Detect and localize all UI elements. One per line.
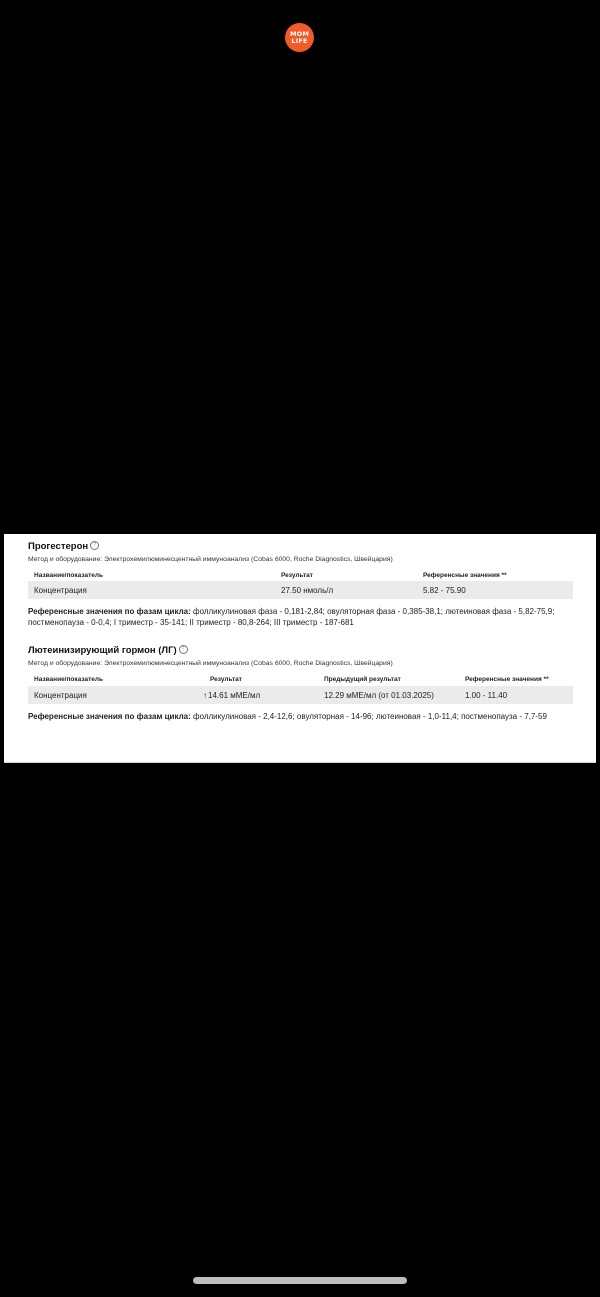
progesterone-phases-text: фолликулиновая фаза - 0,181-2,84; овуляторная фаза - 0,385-38,1; лютеиновая фаза - 5,82-75,9; постменопауза - 0-0,4; I триместр - 35-141; II триместр - 80,8-264; III триместр - 187-681 [28, 607, 555, 627]
lh-row-result [203, 691, 260, 700]
arrow-up-icon: ↑ [203, 691, 207, 700]
lh-phases-text: фолликулиновая - 2,4-12,6; овуляторная - 14-96; лютеиновая - 1,0-11,4; постменопауза - 7,7-59 [190, 712, 547, 721]
help-icon[interactable]: ? [179, 645, 188, 654]
lh-header-result: Результат [210, 676, 242, 683]
progesterone-phases-label: Референсные значения по фазам цикла: [28, 607, 191, 616]
logo-line1: MOM [289, 29, 310, 38]
lh-row-previous: 12.29 мМЕ/мл (от 01.03.2025) [324, 691, 434, 700]
home-indicator[interactable] [193, 1277, 407, 1284]
lh-method: Метод и оборудование: Электрохемилюминесцентный иммуноанализ (Cobas 6000, Roche Diagnostics, Швейцария) [28, 660, 393, 667]
lh-header-previous: Предыдущий результат [324, 676, 401, 683]
lab-results-document [4, 534, 596, 763]
table-row [28, 686, 573, 704]
lh-title-text: Лютеинизирующий гормон (ЛГ) [28, 645, 177, 656]
lh-phase-references [28, 711, 573, 722]
progesterone-method: Метод и оборудование: Электрохемилюминесцентный иммуноанализ (Cobas 6000, Roche Diagnostics, Швейцария) [28, 556, 393, 563]
table-row [28, 581, 573, 599]
progesterone-row-reference: 5.82 - 75.90 [423, 586, 466, 595]
lh-row-result-value: 14.61 мМЕ/мл [208, 691, 261, 700]
progesterone-header-result: Результат [281, 572, 313, 579]
lh-row-name: Концентрация [34, 691, 87, 700]
progesterone-header-reference: Референсные значения ** [423, 572, 507, 579]
logo-line2: LIFE [291, 36, 308, 45]
help-icon[interactable]: ? [90, 541, 99, 550]
progesterone-row-name: Концентрация [34, 586, 87, 595]
progesterone-title [28, 541, 99, 552]
progesterone-phase-references [28, 606, 573, 628]
progesterone-title-text: Прогестерон [28, 541, 89, 552]
lh-title [28, 645, 188, 656]
lh-phases-label: Референсные значения по фазам цикла: [28, 712, 191, 721]
progesterone-header-name: Название/показатель [34, 572, 104, 579]
lh-header-name: Название/показатель [34, 676, 104, 683]
lh-row-reference: 1.00 - 11.40 [465, 691, 508, 700]
lh-header-reference: Референсные значения ** [465, 676, 549, 683]
progesterone-row-result: 27.50 нмоль/л [281, 586, 334, 595]
momlife-logo [285, 23, 314, 52]
